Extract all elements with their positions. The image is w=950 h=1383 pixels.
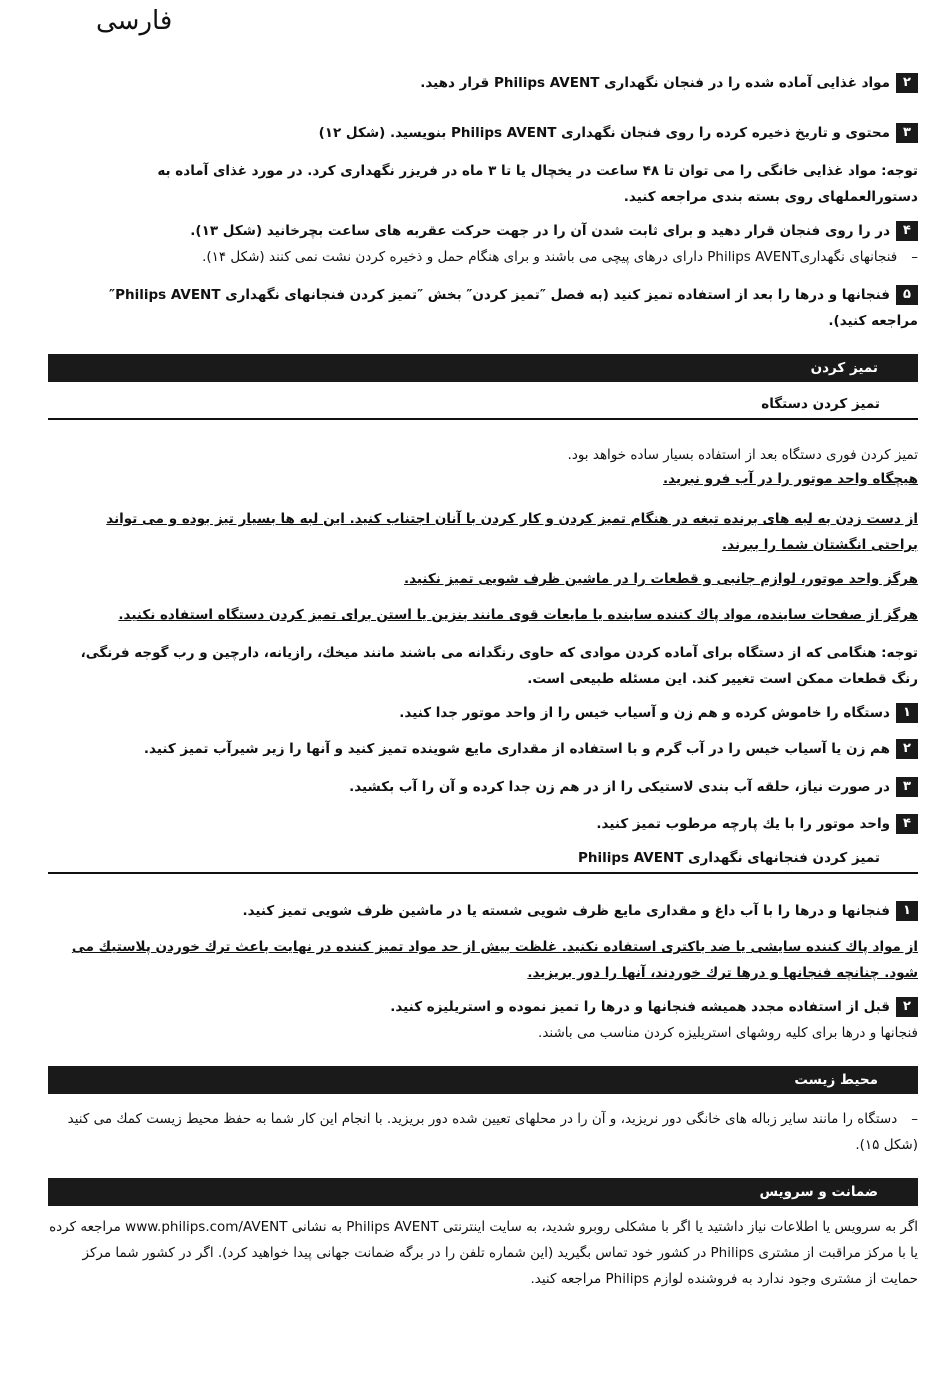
step-text: هم زن یا آسیاب خیس را در آب گرم و با استفاده از مقداری مایع شوینده تمیز کنید و آنها را زیر شیرآب تمیز کنید.	[143, 741, 890, 757]
warning-dishwasher	[48, 566, 918, 592]
step-text: فنجانها و درها را بعد از استفاده تمیز کنید (به فصل ″تمیز کردن″ بخش ″تمیز کردن فنجانهای نگهداری Philips AVENT″ مراجعه کنید).	[109, 287, 918, 329]
section-header-environment: محیط زیست	[48, 1066, 918, 1094]
step-text: دستگاه را خاموش کرده و هم زن و آسیاب خیس را از واحد موتور جدا کنید.	[399, 705, 890, 721]
step-text: فنجانها و درها را با آب داغ و مقداری مایع ظرف شویی شسته یا در ماشین ظرف شویی تمیز کنید.	[242, 903, 890, 919]
subheader-cleaning-cups: تمیز کردن فنجانهای نگهداری Philips AVENT	[48, 846, 918, 874]
step-number: ۲	[896, 73, 918, 93]
step-number: ۳	[896, 777, 918, 797]
cups-step-1	[48, 898, 918, 924]
step-text: محتوی و تاریخ ذخیره کرده را روی فنجان نگهداری Philips AVENT بنویسید. (شکل ۱۲)	[318, 125, 890, 141]
environment-bullet	[56, 1106, 918, 1158]
step-4-bullet	[72, 244, 918, 270]
warning-text: هیچگاه واحد موتور را در آب فرو نبرید.	[663, 471, 918, 487]
step-4	[48, 218, 918, 244]
warning-text: از مواد پاك كننده سایشی یا ضد باکتری استفاده نکنید. غلظت بیش از حد مواد تمیز کننده در نهایت باعث ترك خوردن پلاستیك می شود. چنانچه فنجانها و درها ترك خوردند، آنها را دور بریزید.	[71, 939, 918, 981]
clean-step-2	[48, 736, 918, 762]
step-text: مواد غذایی آماده شده را در فنجان نگهداری Philips AVENT قرار دهید.	[420, 75, 890, 91]
step-number: ۱	[896, 901, 918, 921]
warning-abrasive	[48, 602, 918, 628]
bullet-text: دستگاه را مانند سایر زباله های خانگی دور نریزید، و آن را در محلهای تعیین شده دور بریزید. با انجام این کار شما به حفظ محیط زیست كمك می کنید (شکل ۱۵).	[67, 1111, 918, 1153]
step-number: ۳	[896, 123, 918, 143]
note-discolour: توجه: هنگامی که از دستگاه برای آماده کردن موادی که حاوی رنگدانه می باشند مانند میخك، رازیانه، دارچین و رب گوجه فرنگی، رنگ قطعات ممکن است تغییر کند. این مسئله طبیعی است.	[80, 645, 918, 687]
step-text: در صورت نیاز، حلقه آب بندی لاستیکی را از در هم زن جدا کرده و آن را آب بکشید.	[349, 779, 890, 795]
warning-text: از دست زدن به لبه های برنده تیغه در هنگام تمیز کردن و کار کردن با آنان اجتناب کنید. این لبه ها بسیار تیز بوده و می تواند براحتی انگشتان شما را ببرند.	[106, 511, 918, 553]
clean-step-3	[48, 774, 918, 800]
cups-warning	[56, 934, 918, 986]
language-label: فارسی	[96, 6, 173, 36]
note-storage: توجه: مواد غذایی خانگی را می توان تا ۴۸ ساعت در یخچال یا تا ۳ ماه در فریزر نگهداری کرد. در مورد غذای آماده به دستورالعملهای روی بسته بندی مراجعه کنید.	[157, 163, 918, 205]
cups-step-2	[48, 994, 918, 1020]
step-text: واحد موتور را با یك پارچه مرطوب تمیز کنید.	[596, 816, 890, 832]
dash-bullet: –	[911, 1111, 918, 1127]
step-text: قبل از استفاده مجدد همیشه فنجانها و درها را تمیز نموده و استریلیزه کنید.	[390, 999, 890, 1015]
clean-step-1	[48, 700, 918, 726]
cups-sterilise-note: فنجانها و درها برای کلیه روشهای استریلیزه کردن مناسب می باشند.	[538, 1025, 918, 1041]
clean-step-4	[48, 811, 918, 837]
cleaning-intro: تمیز کردن فوری دستگاه بعد از استفاده بسیار ساده خواهد بود.	[567, 447, 918, 463]
section-header-cleaning: تمیز کردن	[48, 354, 918, 382]
step-number: ۵	[896, 285, 918, 305]
warning-no-immerse	[48, 466, 918, 492]
step-5	[60, 282, 918, 334]
warning-text: هرگز واحد موتور، لوازم جانبی و قطعات را در ماشین ظرف شویی تمیز نکنید.	[403, 571, 918, 587]
step-number: ۴	[896, 221, 918, 241]
step-number: ۲	[896, 739, 918, 759]
warning-blades	[60, 506, 918, 558]
dash-bullet: –	[911, 249, 918, 265]
step-number: ۲	[896, 997, 918, 1017]
subheader-cleaning-appliance: تمیز کردن دستگاه	[48, 392, 918, 420]
warranty-text: اگر به سرویس یا اطلاعات نیاز داشتید یا اگر با مشکلی روبرو شدید، به سایت اینترنتی Philips AVENT به نشانی www.philips.com/AVENT مراجعه کرده یا با مرکز مراقبت از مشتری Philips در کشور خود تماس بگیرید (این شماره تلفن را در برگه ضمانت جهانی پیدا خواهید کرد). اگر در کشور شما مرکز حمایت از مشتری وجود ندارد به فروشنده لوازم Philips مراجعه کنید.	[49, 1219, 918, 1287]
step-number: ۱	[896, 703, 918, 723]
step-text: در را روی فنجان قرار دهید و برای ثابت شدن آن را در جهت حرکت عقربه های ساعت بچرخانید (شکل ۱۳).	[190, 223, 890, 239]
section-header-warranty: ضمانت و سرویس	[48, 1178, 918, 1206]
step-2	[48, 70, 918, 96]
step-number: ۴	[896, 814, 918, 834]
step-3	[48, 120, 918, 146]
bullet-text: فنجانهای نگهداریPhilips AVENT دارای درهای پیچی می باشند و برای هنگام حمل و ذخیره کردن نشت نمی کنند (شکل ۱۴).	[202, 249, 898, 265]
warning-text: هرگز از صفحات ساینده، مواد پاك كننده ساینده یا مایعات قوی مانند بنزین یا استن برای تمیز کردن دستگاه استفاده نکنید.	[118, 607, 918, 623]
